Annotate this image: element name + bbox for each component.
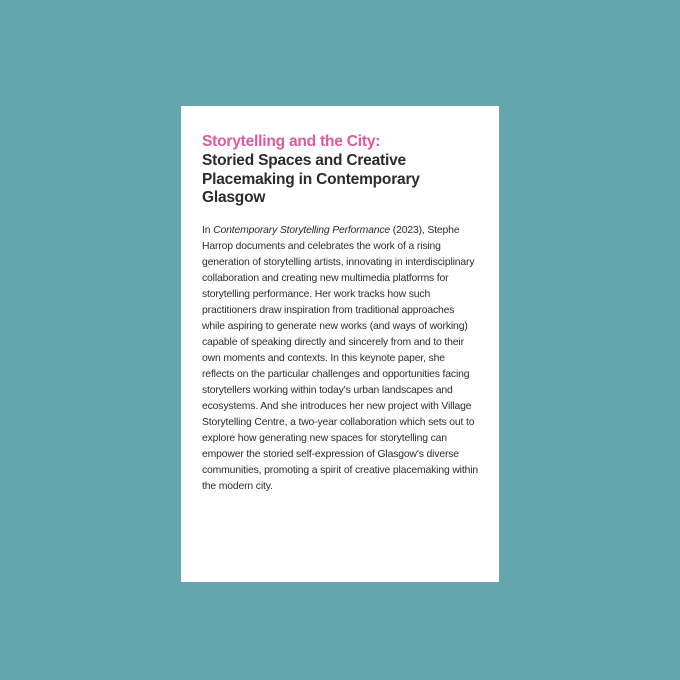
abstract-card <box>181 106 499 582</box>
title-heading: Storytelling and the City: <box>202 133 381 150</box>
abstract-intro: In <box>202 224 214 236</box>
title-subtitle: Storied Spaces and Creative Placemaking in Contemporary Glasgow <box>202 152 420 206</box>
abstract-paragraph <box>202 223 479 496</box>
book-title: Contemporary Storytelling Performance <box>213 224 391 236</box>
abstract-text: (2023), Stephe Harrop documents and celebrates the work of a rising generation of storytelling artists, innovating in interdisciplinary collaboration and creating new multimedia platforms for storytelling performance. Her work tracks how such practitioners draw inspiration from traditional approaches while aspiring to generate new works (and ways of working) capable of speaking directly and sincerely from and to their own moments and contexts. In this keynote paper, she reflects on the particular challenges and opportunities facing storytellers working within today's urban landscapes and ecosystems. And she introduces her new project with Village Storytelling Centre, a two-year collaboration which sets out to explore how generating new spaces for storytelling can empower the storied self-expression of Glasgow's diverse communities, promoting a spirit of creative placemaking within the modern city. <box>202 224 478 493</box>
